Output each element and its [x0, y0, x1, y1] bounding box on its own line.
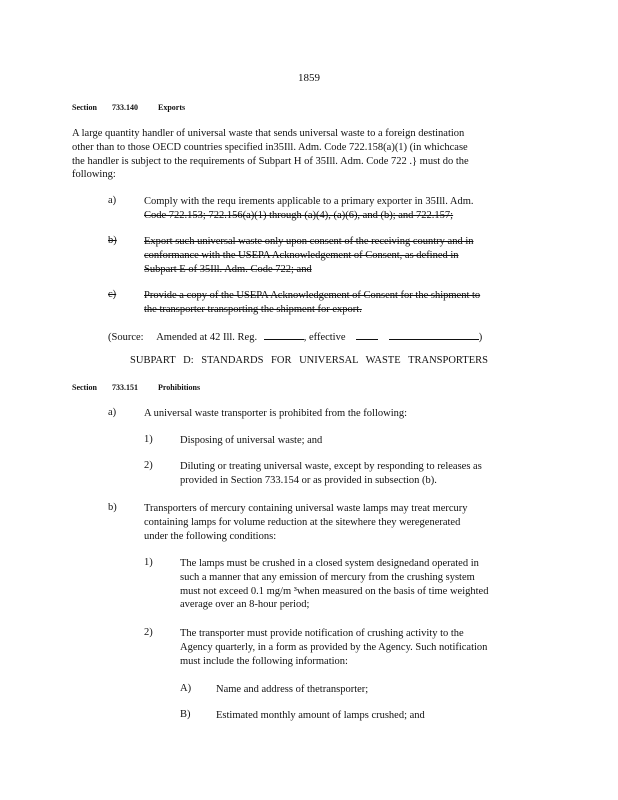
- struck-line: Code 722.153; 722.156(a)(1) through (a)(4), (a)(6), and (b); and 722.157;: [144, 209, 454, 221]
- struck-line: the transporter transporting the shipment for export.: [144, 303, 362, 315]
- item-line: Name and address of thetransporter;: [216, 684, 369, 695]
- item-line: Estimated monthly amount of lamps crushed; and: [216, 710, 425, 721]
- prohibition-item-b: [144, 502, 534, 543]
- item-label: a): [108, 195, 117, 206]
- intro-line: following:: [72, 169, 116, 181]
- prohibition-b-2: [180, 627, 530, 668]
- reg-blank: [264, 330, 304, 340]
- source-effective: , effective: [303, 332, 346, 343]
- item-line: must include the following information:: [180, 655, 348, 667]
- item-line: The transporter must provide notification of crushing activity to the: [180, 628, 464, 639]
- source-note: [108, 330, 482, 343]
- item-line: under the following conditions:: [144, 530, 277, 542]
- subpart-heading: SUBPART D: STANDARDS FOR UNIVERSAL WASTE TRANSPORTERS: [130, 355, 488, 366]
- export-item-a: [144, 195, 524, 223]
- notification-item-b: [216, 709, 526, 723]
- item-line: The lamps must be crushed in a closed system designedand operated in: [180, 558, 479, 569]
- item-line: Agency quarterly, in a form as provided by the Agency. Such notification: [180, 641, 488, 653]
- intro-line: other than to those OECD countries specified in35Ill. Adm. Code 722.158(a)(1) (in whichcase: [72, 141, 468, 153]
- source-amended: Amended at 42 Ill. Reg.: [156, 332, 258, 343]
- item-label: b): [108, 235, 117, 246]
- item-label: b): [108, 502, 117, 513]
- export-item-c: [144, 289, 534, 317]
- item-line: Diluting or treating universal waste, except by responding to releases as: [180, 461, 482, 472]
- item-label: A): [180, 683, 192, 694]
- item-label: 1): [144, 434, 153, 445]
- item-line: Disposing of universal waste; and: [180, 435, 323, 446]
- struck-line: Provide a copy of the USEPA Acknowledgement of Consent for the shipment to: [144, 290, 481, 301]
- prohibition-b-1: [180, 557, 530, 612]
- item-label: B): [180, 709, 191, 720]
- item-label: a): [108, 407, 117, 418]
- notification-item-a: [216, 683, 526, 697]
- date-blank: [356, 330, 378, 340]
- section-title: Exports: [158, 103, 186, 112]
- item-line: A universal waste transporter is prohibited from the following:: [144, 408, 408, 419]
- struck-line: conformance with the USEPA Acknowledgement of Consent, as defined in: [144, 249, 459, 261]
- item-label: 2): [144, 627, 153, 638]
- section-number: 733.140: [112, 103, 138, 112]
- export-item-b: [144, 235, 524, 276]
- struck-line: Subpart E of 35Ill. Adm. Code 722; and: [144, 263, 312, 275]
- prohibition-item-a: [144, 407, 524, 421]
- item-line: Comply with the requ irements applicable to a primary exporter in 35Ill. Adm.: [144, 196, 474, 207]
- item-line: average over an 8-hour period;: [180, 599, 310, 611]
- item-line: such a manner that any emission of mercury from the crushing system: [180, 571, 475, 583]
- section-label: Section: [72, 103, 97, 112]
- intro-line: A large quantity handler of universal waste that sends universal waste to a foreign destination: [72, 128, 465, 139]
- item-line: Transporters of mercury containing universal waste lamps may treat mercury: [144, 503, 468, 514]
- section-label: Section: [72, 383, 97, 392]
- prohibition-a-1: [180, 434, 524, 448]
- item-line: must not exceed 0.1 mg/m ³when measured on the basis of time weighted: [180, 585, 489, 597]
- item-line: provided in Section 733.154 or as provided in subsection (b).: [180, 474, 437, 486]
- item-label: c): [108, 289, 117, 300]
- struck-line: Export such universal waste only upon consent of the receiving country and in: [144, 236, 474, 247]
- item-label: 2): [144, 460, 153, 471]
- section-intro-paragraph: [72, 127, 524, 182]
- item-label: 1): [144, 557, 153, 568]
- source-close: ): [478, 332, 483, 343]
- page-number: 1859: [298, 72, 320, 84]
- source-open: (Source:: [108, 332, 144, 343]
- item-line: containing lamps for volume reduction at the sitewhere they weregenerated: [144, 516, 461, 528]
- intro-line: the handler is subject to the requirements of Subpart H of 35Ill. Adm. Code 722 .} must do the: [72, 155, 469, 167]
- date-blank: [389, 330, 479, 340]
- prohibition-a-2: [180, 460, 530, 488]
- section-number: 733.151: [112, 383, 138, 392]
- section-title: Prohibitions: [158, 383, 201, 392]
